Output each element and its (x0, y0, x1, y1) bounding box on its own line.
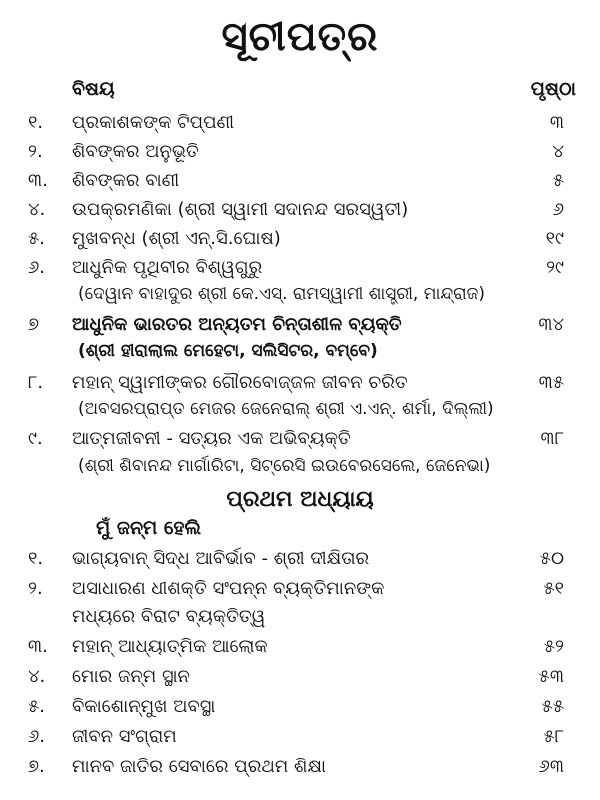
toc-entry-subtitle (0, 399, 600, 429)
entry-title: ମାନବ ଜାତିର ସେବାରେ ପ୍ରଥମ ଶିକ୍ଷା (72, 756, 327, 777)
entry-title: ମହାନ୍ ସ୍ୱାମୀଙ୍କର ଗୌରବୋଜ୍ଜଳ ଜୀବନ ଚରିତ (72, 372, 408, 393)
entry-page: ୫୩ (538, 666, 564, 687)
subsection-title: ମୁଁ ଜନ୍ମ ହେଲି (96, 517, 201, 539)
entry-title: ଉପକ୍ରମଣିକା (ଶ୍ରୀ ସ୍ୱାମୀ ସଦାନନ୍ଦ ସରସ୍ୱତୀ) (72, 199, 409, 220)
entry-title: ଶିବଙ୍କର ବାଣୀ (72, 170, 180, 191)
entry-page: ୬ (552, 199, 564, 220)
entry-title: ମୋର ଜନ୍ମ ସ୍ଥାନ (72, 666, 190, 687)
toc-entry-subtitle (0, 284, 600, 314)
entry-page: ୧୯ (545, 228, 564, 249)
entry-title: ଭାଗ୍ୟବାନ୍ ସିଦ୍ଧ ଆବିର୍ଭାବ - ଶ୍ରୀ ଦୀକ୍ଷିତାର (72, 548, 370, 569)
entry-number: ୧. (28, 112, 44, 133)
toc-entry (0, 428, 600, 458)
entry-page: ୨୯ (546, 257, 564, 278)
entry-page: ୫୨ (543, 636, 564, 657)
entry-title: ଆତ୍ମଜୀବନୀ - ସତ୍ୟର ଏକ ଅଭିବ୍ୟକ୍ତି (72, 428, 351, 449)
entry-title: ମହାନ୍ ଆଧ୍ୟାତ୍ମିକ ଆଲୋକ (72, 636, 268, 657)
entry-number: ୧. (28, 548, 44, 569)
entry-title: ଅସାଧାରଣ ଧୀଶକ୍ତି ସଂପନ୍ନ ବ୍ୟକ୍ତିମାନଙ୍କ (72, 578, 385, 599)
entry-page: ୫୧ (543, 578, 564, 599)
entry-number: ୯. (28, 428, 43, 449)
toc-entry (0, 756, 600, 786)
entry-subtitle: (ଶ୍ରୀ ଶିବାନନ୍ଦ ମାର୍ଗାରିଟା, ସିଟ୍ରେସି ଇଉବେରସେଲେ, ଜେନେଭା) (78, 456, 491, 476)
toc-entry (0, 548, 600, 578)
entry-subtitle: (ଶ୍ରୀ ହୀରାଲାଲ ମେହେଟା, ସଲିସିଟର, ବମ୍ବେ) (78, 341, 378, 361)
entry-page: ୩ (549, 112, 564, 133)
toc-entry-continuation (0, 606, 600, 636)
entry-title: ଶିବଙ୍କର ଅନୁଭୂତି (72, 141, 199, 162)
entry-page: ୩୪ (538, 314, 564, 335)
toc-entry (0, 666, 600, 696)
toc-entry-subtitle (0, 456, 600, 486)
entry-subtitle: (ଦେୱାନ ବାହାଦୁର ଶ୍ରୀ କେ.ଏସ୍. ରାମସ୍ୱାମୀ ଶାସ୍ତ୍ରୀ, ମାନ୍ଦ୍ରାଜ) (78, 284, 486, 304)
toc-entry-subtitle (0, 341, 600, 371)
entry-page: ୫୮ (543, 726, 564, 747)
entry-number: ୫. (28, 228, 45, 249)
toc-entry (0, 199, 600, 229)
toc-entry (0, 636, 600, 666)
entry-title: ପ୍ରକାଶକଙ୍କ ଟିପ୍ପଣୀ (72, 112, 235, 133)
entry-number: ୨. (28, 578, 43, 599)
toc-entry (0, 228, 600, 258)
entry-page: ୫ (552, 170, 564, 191)
toc-entry (0, 696, 600, 726)
toc-entry (0, 372, 600, 402)
entry-title: ମୁଖବନ୍ଧ (ଶ୍ରୀ ଏନ୍.ସି.ଘୋଷ) (72, 228, 281, 249)
entry-number: ୩. (28, 170, 48, 191)
entry-title: ବିକାଶୋନ୍ମୁଖ ଅବସ୍ଥା (72, 696, 216, 717)
toc-entry (0, 578, 600, 608)
entry-number: ୮. (28, 372, 44, 393)
entry-page: ୩୮ (540, 428, 564, 449)
entry-number: ୬. (28, 726, 46, 747)
entry-title: ଜୀବନ ସଂଗ୍ରାମ (72, 726, 177, 747)
toc-entry (0, 112, 600, 142)
toc-entry (0, 726, 600, 756)
toc-entry (0, 314, 600, 344)
toc-entry (0, 170, 600, 200)
entry-number: ୬. (28, 257, 46, 278)
entry-number: ୨. (28, 141, 43, 162)
entry-page: ୪ (552, 141, 564, 162)
entry-page: ୫୫ (541, 696, 564, 717)
entry-title: ଆଧୁନିକ ପୃଥିବୀର ବିଶ୍ୱଗୁରୁ (72, 257, 263, 278)
entry-page: ୬୩ (538, 756, 564, 777)
chapter-title: ପ୍ରଥମ ଅଧ୍ୟାୟ (226, 487, 374, 512)
entry-title: ଆଧୁନିକ ଭାରତର ଅନ୍ୟତମ ଚିନ୍ତାଶୀଳ ବ୍ୟକ୍ତି (72, 314, 402, 335)
entry-number: ୫. (28, 696, 45, 717)
entry-number: ୩. (28, 636, 48, 657)
entry-page: ୩୫ (538, 372, 564, 393)
entry-subtitle: (ଅବସରପ୍ରାପ୍ତ ମେଜର ଜେନେରାଲ୍ ଶ୍ରୀ ଏ.ଏନ୍. ଶର୍ମା, ଦିଲ୍ଲୀ) (78, 399, 494, 419)
entry-page: ୫୦ (539, 548, 564, 569)
page-title: ସୂଚୀପତ୍ର (221, 14, 379, 60)
page-header: ପୃଷ୍ଠା (530, 78, 576, 100)
entry-title: ମଧ୍ୟରେ ବିରାଟ ବ୍ୟକ୍ତିତ୍ୱ (72, 606, 266, 627)
entry-number: ୭. (28, 756, 45, 777)
subject-header: ବିଷୟ (72, 78, 115, 100)
entry-number: ୭ (28, 314, 40, 335)
toc-entry (0, 141, 600, 171)
entry-number: ୪. (28, 666, 46, 687)
entry-number: ୪. (28, 199, 46, 220)
toc-entry (0, 257, 600, 287)
